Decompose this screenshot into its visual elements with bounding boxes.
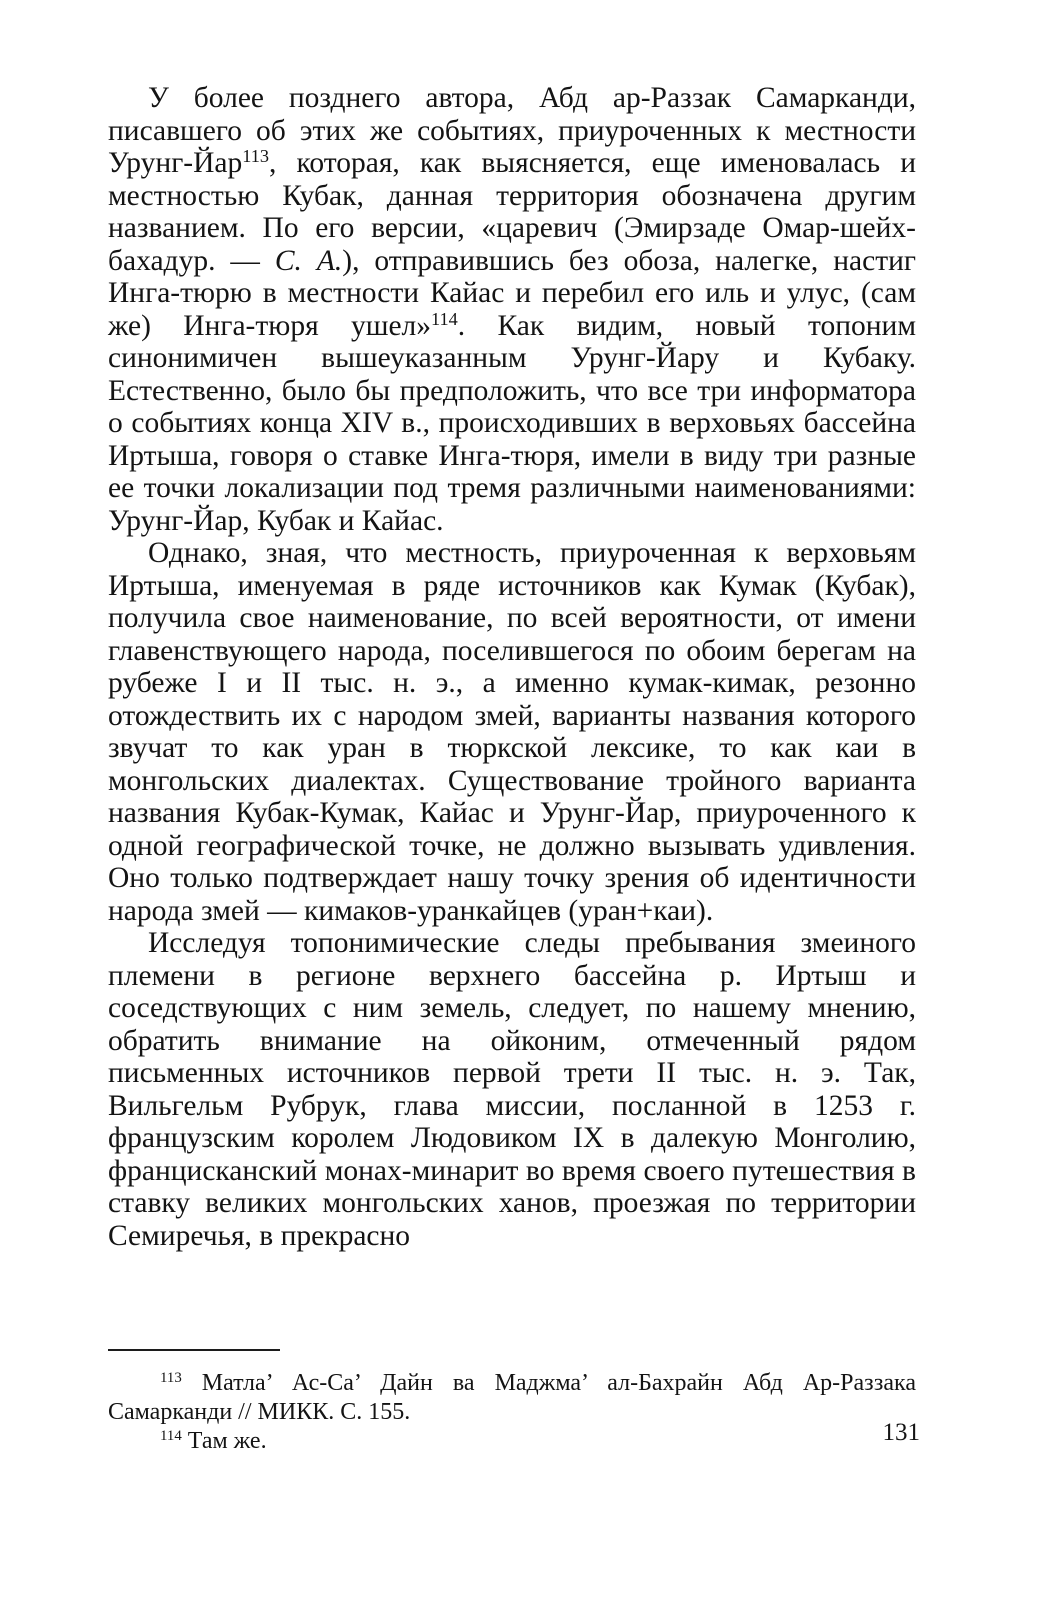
author-initials: С. А.: [274, 244, 343, 277]
paragraph: [108, 537, 916, 927]
main-text: [108, 82, 916, 1252]
footnote-number: 113: [160, 1369, 182, 1386]
footnote: [108, 1427, 916, 1456]
page-number: 131: [882, 1419, 920, 1446]
footnote: [108, 1369, 916, 1427]
text-run: ), отправившись без обоза, налегке, настиг Инга-тюрю в местности Кайас и перебил его иль и улус, (сам же) Инга-тюря ушел»: [108, 244, 916, 342]
footnote-text: Там же.: [187, 1428, 267, 1454]
footnotes: [108, 1369, 916, 1456]
text-run: Исследуя топонимические следы пребывания змеиного племени в регионе верхнего бассейна р. Иртыш и соседствующих с ним земель, следует, по нашему мнению, обратить внимание на ойконим, отмеченный рядом письменных источников первой трети II тыс. н. э. Так, Вильгельм Рубрук, глава миссии, посланной в 1253 г. французским королем Людовиком IX в далекую Монголию, францисканский монах-минарит во время своего путешествия в ставку великих монгольских ханов, проезжая по территории Семиречья, в прекрасно: [108, 927, 916, 1252]
footnote-ref: 114: [431, 308, 458, 329]
text-run: , которая, как выясняется, еще именовалась и местностью Кубак, данная территория обозначена другим названием. По его версии, «царевич (Эмирзаде Омар-шейх-бахадур. —: [108, 147, 916, 277]
text-run: Однако, зная, что местность, приуроченная к верховьям Иртыша, именуемая в ряде источников как Кумак (Кубак), получила свое наименование, по всей вероятности, от имени главенствующего народа, поселившегося по обоим берегам на рубеже I и II тыс. н. э., а именно кумак-кимак, резонно отождествить их с народом змей, варианты названия которого звучат то как уран в тюркской лексике, то как каи в монгольских диалектах. Существование тройного варианта названия Кубак-Кумак, Кайас и Урунг-Йар, приуроченного к одной географической точке, не должно вызывать удивления. Оно только подтверждает нашу точку зрения об идентичности народа змей — кимаков-уранкайцев (уран+каи).: [108, 537, 916, 927]
footnote-separator: [108, 1349, 280, 1351]
text-run: . Как видим, новый топоним синонимичен вышеуказанным Урунг-Йару и Кубаку. Естественно, было бы предположить, что все три информатора о событиях конца XIV в., происходивших в верховьях бассейна Иртыша, говоря о ставке Инга-тюря, имели в виду три разные ее точки локализации под тремя различными наименованиями: Урунг-Йар, Кубак и Кайас.: [108, 309, 916, 537]
paragraph: [108, 82, 916, 537]
footnote-ref: 113: [242, 145, 270, 166]
paragraph: [108, 927, 916, 1252]
text-run: У более позднего автора, Абд ар-Раззак Самарканди, писавшего об этих же событиях, приуроченных к местности Урунг-Йар: [108, 82, 916, 179]
footnote-text: Матла’ Ас-Са’ Дайн ва Маджма’ ал-Бахрайн Абд Ар-Раззака Самарканди // МИКК. С. 155.: [108, 1370, 917, 1425]
footnote-number: 114: [160, 1427, 182, 1444]
